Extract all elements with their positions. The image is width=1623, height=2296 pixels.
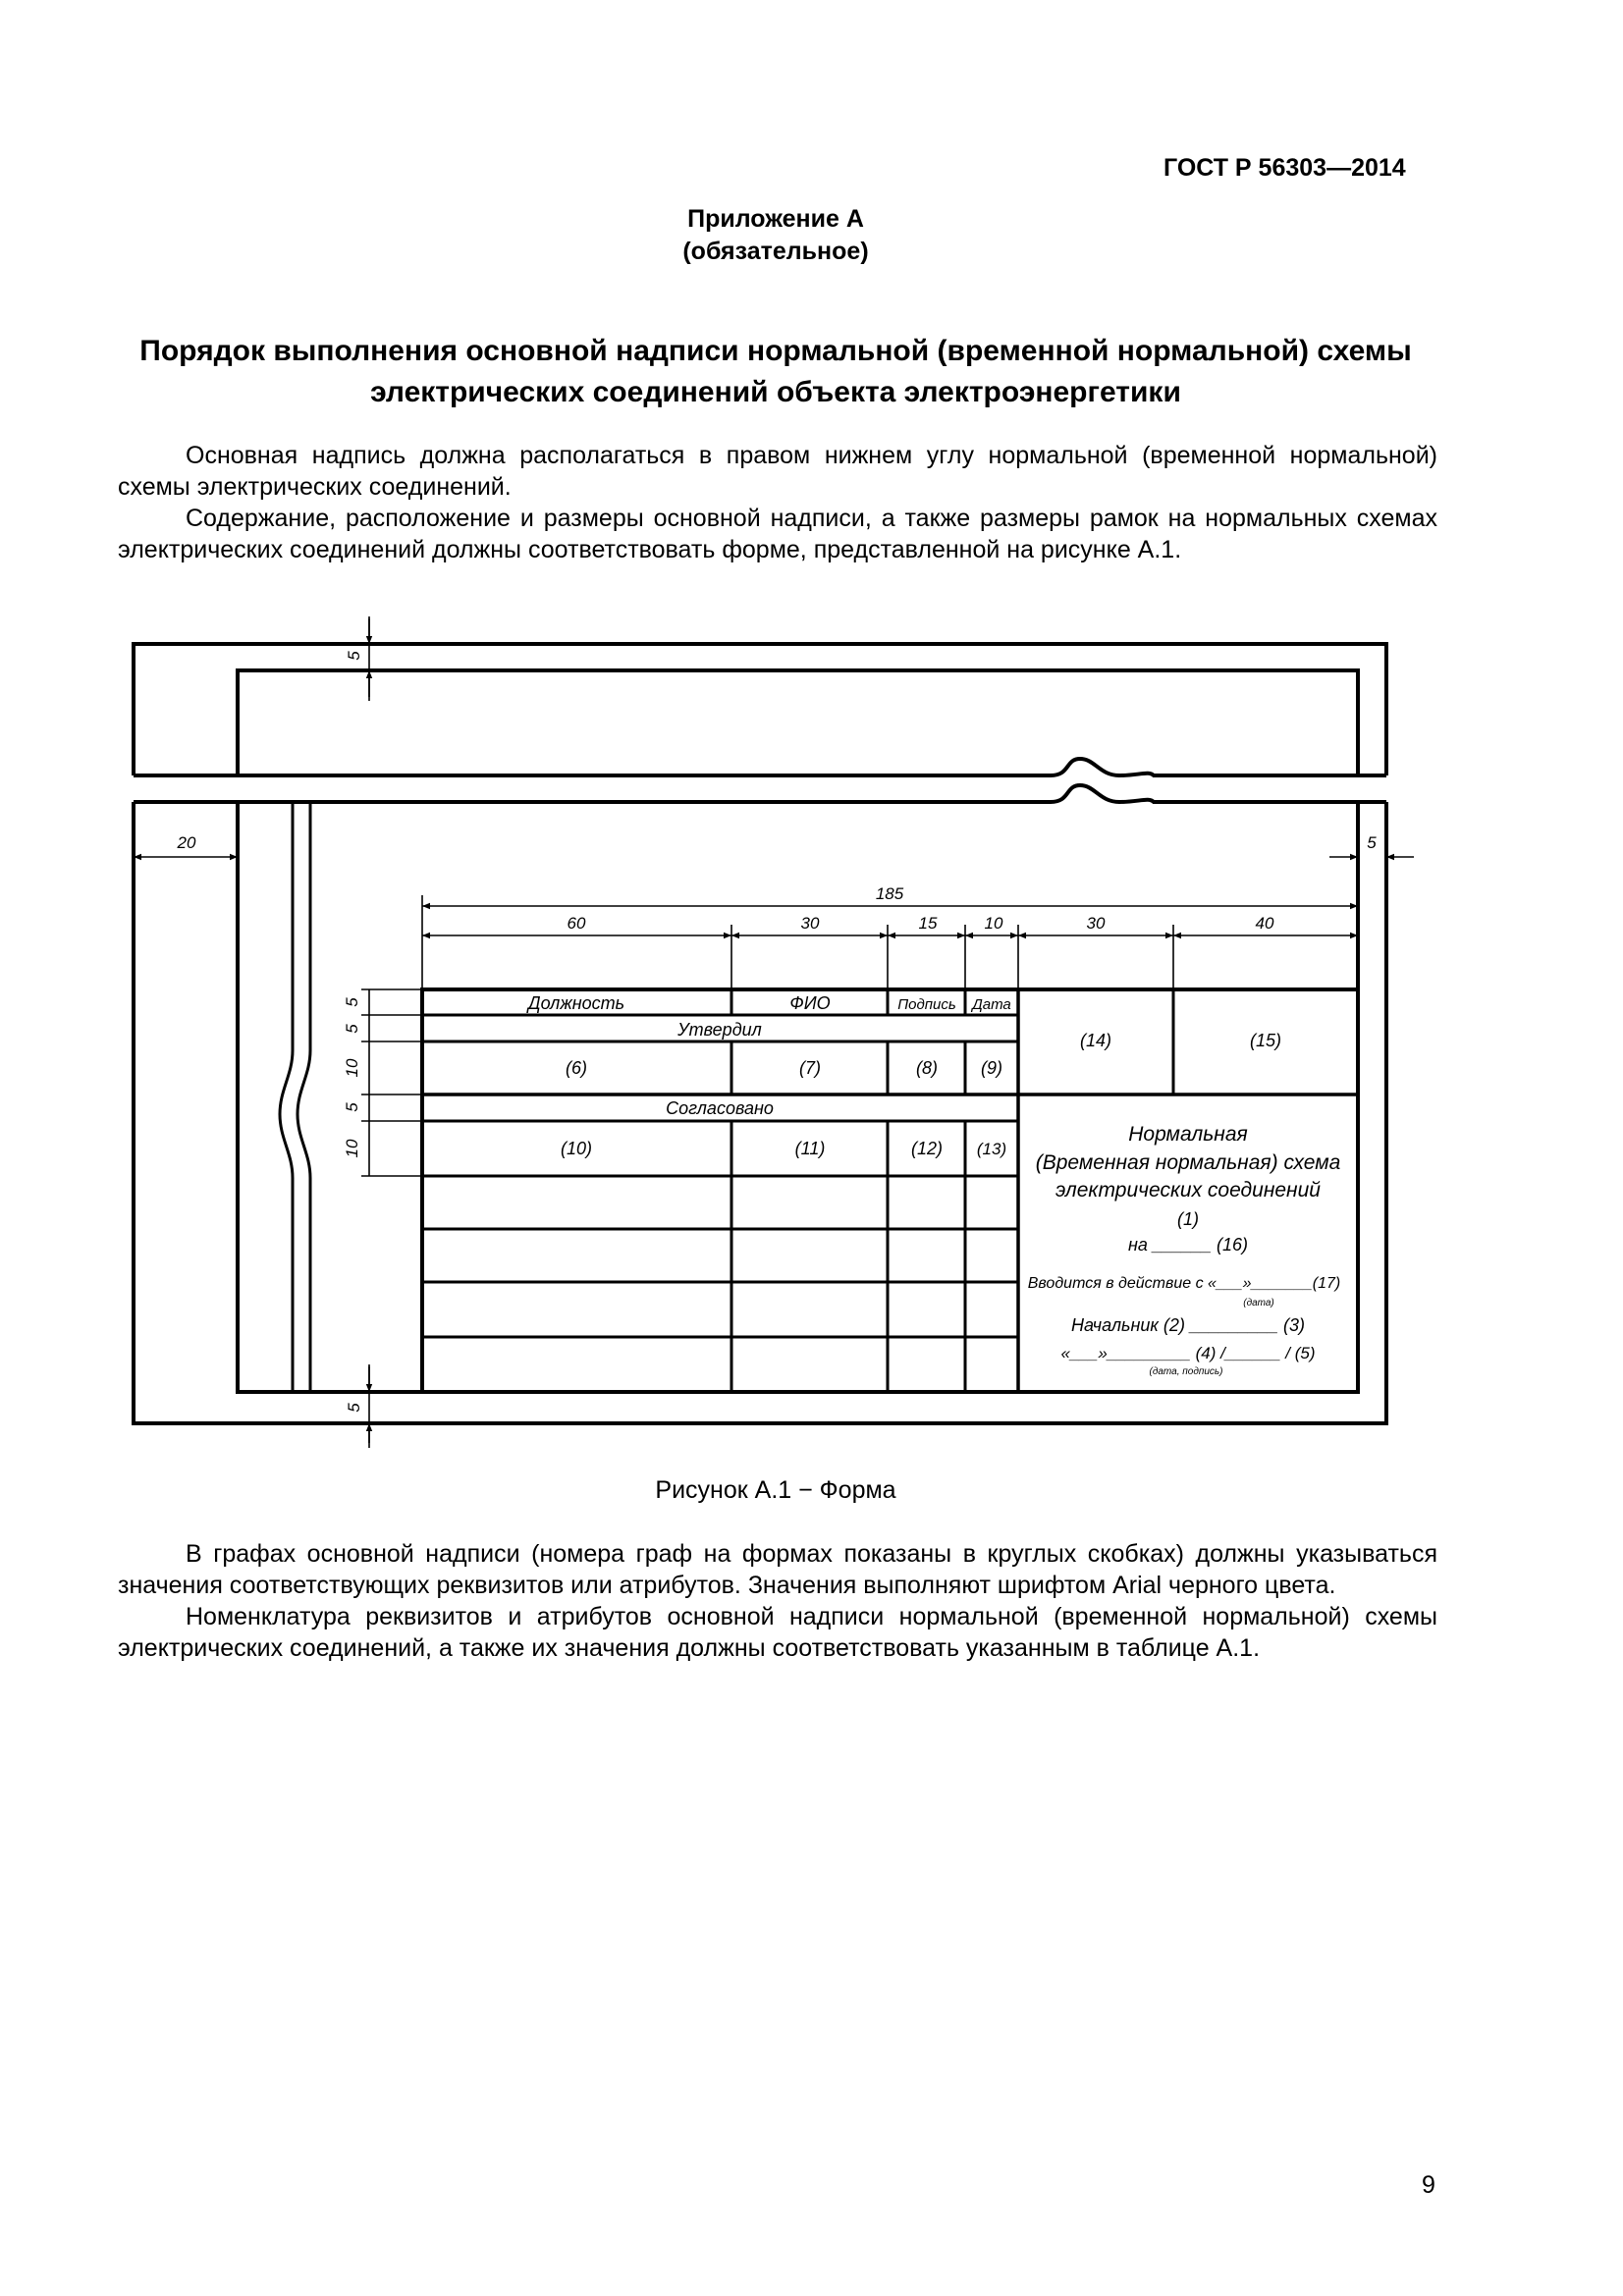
field-11: (11) bbox=[794, 1139, 826, 1158]
scheme-type-line1: Нормальная bbox=[1128, 1123, 1248, 1146]
agreed-label: Согласовано bbox=[666, 1098, 774, 1118]
field-13: (13) bbox=[976, 1140, 1007, 1158]
dim-right-5: 5 bbox=[1367, 833, 1377, 852]
scheme-type-line2: (Временная нормальная) схема bbox=[1035, 1151, 1341, 1174]
field-7: (7) bbox=[799, 1058, 821, 1078]
dim-col-6: 40 bbox=[1255, 914, 1274, 933]
field-15: (15) bbox=[1249, 1031, 1282, 1050]
dim-col-2: 30 bbox=[800, 914, 820, 933]
dim-row-1: 5 bbox=[343, 997, 361, 1007]
header-name: ФИО bbox=[789, 993, 831, 1013]
dim-col-4: 10 bbox=[984, 914, 1003, 933]
dimension-labels bbox=[177, 651, 1378, 1413]
date-hint: (дата) bbox=[1243, 1298, 1274, 1308]
dim-top-5: 5 bbox=[345, 651, 363, 661]
paragraph: Основная надпись должна располагаться в правом нижнем углу нормальной (временной нормальной) схемы электрических соединений. bbox=[118, 442, 1437, 501]
field-6: (6) bbox=[566, 1058, 587, 1078]
header-signature: Подпись bbox=[897, 996, 956, 1013]
closing-text bbox=[118, 1538, 1437, 1664]
figure-caption: Рисунок А.1 − Форма bbox=[655, 1476, 896, 1504]
sign-hint: (дата, подпись) bbox=[1149, 1366, 1223, 1377]
appendix-label: Приложение А bbox=[687, 205, 864, 233]
field-8: (8) bbox=[916, 1058, 938, 1078]
scheme-type-line3: электрических соединений bbox=[1055, 1179, 1321, 1201]
paragraph: Номенклатура реквизитов и атрибутов основной надписи нормальной (временной нормальной) схемы электрических соединений, а также их значения должны соответствовать указанным в таблице А.1. bbox=[118, 1603, 1437, 1662]
paragraph: В графах основной надписи (номера граф на формах показаны в круглых скобках) должны указываться значения соответствующих реквизитов или атрибутов. Значения выполняют шрифтом Arial черного цвета. bbox=[118, 1540, 1437, 1599]
dim-row-3: 10 bbox=[343, 1058, 361, 1078]
dim-col-1: 60 bbox=[567, 914, 586, 933]
header-date: Дата bbox=[972, 996, 1011, 1013]
filing-strip bbox=[280, 802, 310, 1392]
field-1: (1) bbox=[1177, 1209, 1199, 1229]
effective-line: Вводится в действие с «___»_______(17) bbox=[1027, 1275, 1341, 1292]
standard-code: ГОСТ Р 56303—2014 bbox=[1163, 154, 1406, 182]
field-10: (10) bbox=[560, 1139, 593, 1158]
dim-left-20: 20 bbox=[177, 833, 196, 852]
paragraph: Содержание, расположение и размеры основной надписи, а также размеры рамок на нормальных схемах электрических соединений должны соответствовать форме, представленной на рисунке А.1. bbox=[118, 505, 1437, 563]
dim-col-3: 15 bbox=[918, 914, 938, 933]
dim-total-185: 185 bbox=[875, 884, 904, 903]
sign-line: «___»_________ (4) /______ / (5) bbox=[1060, 1344, 1316, 1362]
header-position: Должность bbox=[527, 993, 625, 1013]
field-12: (12) bbox=[910, 1139, 944, 1158]
dim-col-5: 30 bbox=[1086, 914, 1106, 933]
chief-line: Начальник (2) _________ (3) bbox=[1070, 1315, 1306, 1335]
dim-row-5: 10 bbox=[343, 1139, 361, 1158]
field-14: (14) bbox=[1079, 1031, 1112, 1050]
dim-row-2: 5 bbox=[343, 1024, 361, 1034]
page-title: Порядок выполнения основной надписи нормальной (временной нормальной) схемы электрических соединений объекта электроэнергетики bbox=[139, 335, 1412, 408]
on-line: на ______ (16) bbox=[1128, 1235, 1248, 1255]
approved-label: Утвердил bbox=[677, 1020, 762, 1040]
appendix-status: (обязательное) bbox=[682, 238, 869, 265]
dim-bottom-5: 5 bbox=[345, 1403, 363, 1413]
page-number: 9 bbox=[1422, 2171, 1435, 2199]
dim-row-4: 5 bbox=[343, 1102, 361, 1112]
title-block-text bbox=[526, 993, 1340, 1377]
field-9: (9) bbox=[981, 1058, 1002, 1078]
